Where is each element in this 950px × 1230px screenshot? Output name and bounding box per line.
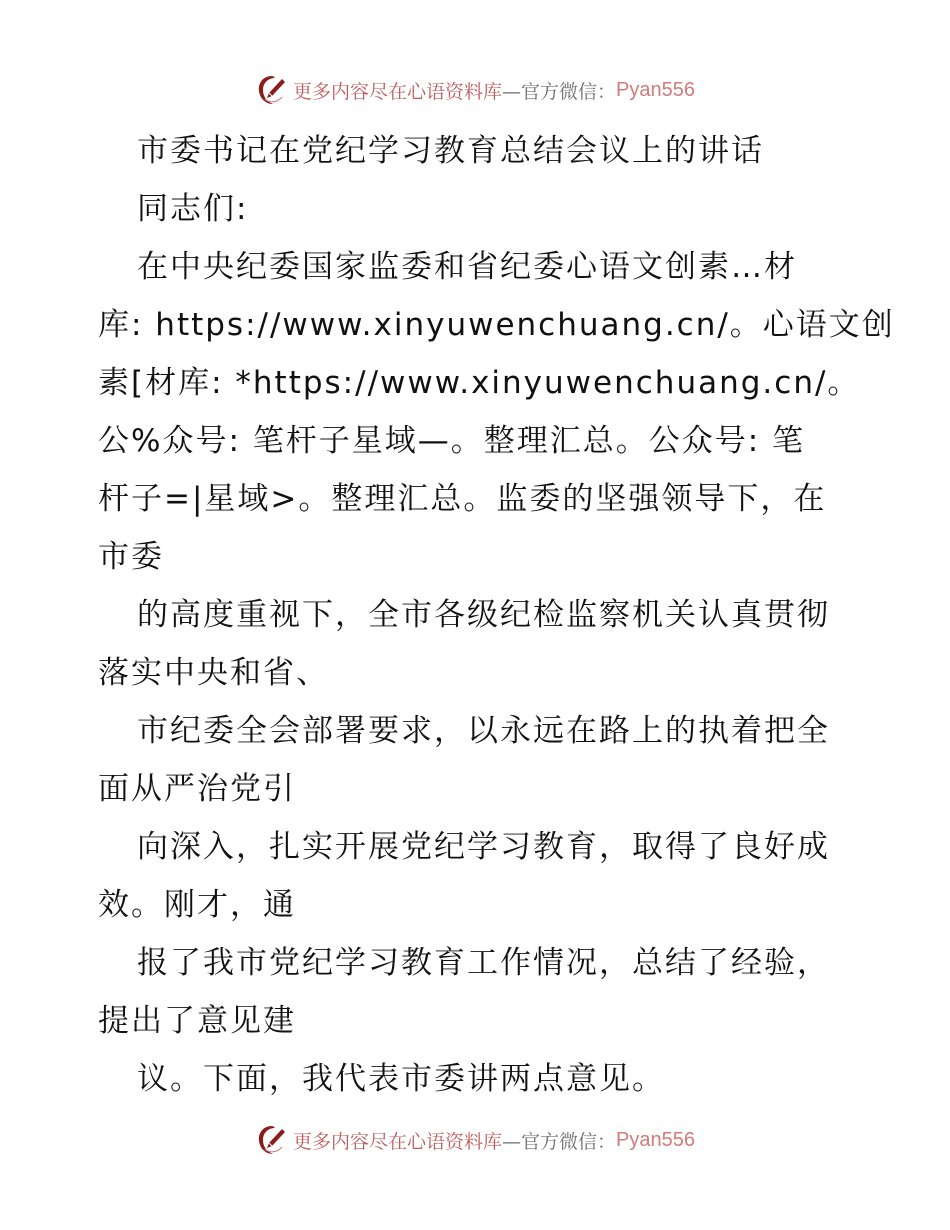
text-line: 市纪委全会部署要求，以永远在路上的执着把全 — [137, 713, 830, 749]
quill-pen-logo-icon — [255, 1123, 289, 1157]
document-body — [98, 122, 895, 1108]
banner-wechat-id: Pyan556 — [616, 1128, 695, 1151]
header-watermark-banner — [0, 70, 950, 110]
banner-wechat-label: —官方微信： — [502, 80, 617, 103]
text-line: 议。下面，我代表市委讲两点意见。 — [137, 1061, 665, 1097]
banner-promo-text: 更多内容尽在心语资料库 — [293, 80, 503, 103]
banner-wechat-label: —官方微信： — [502, 1130, 617, 1153]
text-line: 落实中央和省、 — [98, 655, 329, 691]
text-line: 提出了意见建 — [98, 1003, 296, 1039]
text-line: 报了我市党纪学习教育工作情况，总结了经验， — [137, 945, 830, 981]
footer-watermark-banner — [0, 1120, 950, 1160]
quill-pen-logo-icon — [255, 73, 289, 107]
text-line: 的高度重视下，全市各级纪检监察机关认真贯彻 — [137, 597, 830, 633]
text-line: 效。刚才，通 — [98, 887, 296, 923]
text-line: 面从严治党引 — [98, 771, 296, 807]
text-line: 在中央纪委国家监委和省纪委心语文创素…材 — [137, 249, 797, 285]
text-line: 库: https://www.xinyuwenchuang.cn/。心语文创 — [98, 307, 895, 343]
text-line: 公%众号: 笔杆子星域—。整理汇总。公众号: 笔 — [98, 423, 806, 459]
text-line: 市委 — [98, 539, 164, 575]
text-line: 杆子=|星域>。整理汇总。监委的坚强领导下，在 — [98, 481, 827, 517]
document-title: 市委书记在党纪学习教育总结会议上的讲话 — [137, 133, 764, 169]
text-line: 向深入，扎实开展党纪学习教育，取得了良好成 — [137, 829, 830, 865]
banner-wechat-id: Pyan556 — [616, 78, 695, 101]
text-line: 素[材库: *https://www.xinyuwenchuang.cn/。 — [98, 365, 861, 401]
text-line: 同志们: — [137, 191, 249, 227]
banner-promo-text: 更多内容尽在心语资料库 — [293, 1130, 503, 1153]
